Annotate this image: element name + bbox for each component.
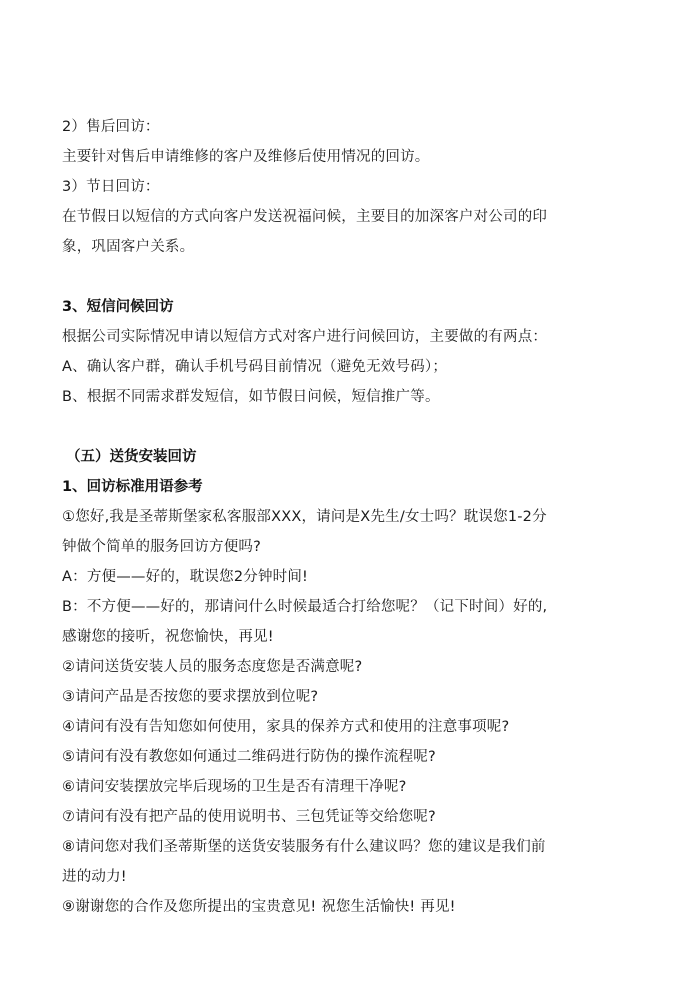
text-line: A：方便——好的，耽误您2分钟时间! xyxy=(62,569,309,585)
document-block-aftersales xyxy=(62,112,622,262)
text-line: ⑨谢谢您的合作及您所提出的宝贵意见! 祝您生活愉快! 再见! xyxy=(62,899,456,915)
text-line: ⑥请问安装摆放完毕后现场的卫生是否有清理干净呢? xyxy=(62,779,407,795)
text-line: ①您好,我是圣蒂斯堡家私客服部XXX，请问是X先生/女士吗？耽误您1-2分 xyxy=(62,509,547,525)
text-line: B：不方便——好的，那请问什么时候最适合打给您呢？（记下时间）好的, xyxy=(62,599,548,615)
text-line: 主要针对售后申请维修的客户及维修后使用情况的回访。 xyxy=(62,149,430,165)
text-line: 钟做个简单的服务回访方便吗? xyxy=(62,539,261,555)
text-line: ④请问有没有告知您如何使用，家具的保养方式和使用的注意事项呢? xyxy=(62,719,510,735)
text-line: 根据公司实际情况申请以短信方式对客户进行问候回访，主要做的有两点： xyxy=(62,329,548,345)
text-line: 在节假日以短信的方式向客户发送祝福问候，主要目的加深客户对公司的印 xyxy=(62,209,548,225)
text-line: ⑧请问您对我们圣蒂斯堡的送货安装服务有什么建议吗？您的建议是我们前 xyxy=(62,839,546,855)
text-line: 感谢您的接听，祝您愉快，再见! xyxy=(62,629,274,645)
text-line: A、确认客户群，确认手机号码目前情况（避免无效号码）； xyxy=(62,359,448,375)
text-line: 2）售后回访： xyxy=(62,119,160,135)
sub-heading: 1、回访标准用语参考 xyxy=(62,479,203,495)
text-line: ⑤请问有没有教您如何通过二维码进行防伪的操作流程呢? xyxy=(62,749,436,765)
block-spacer xyxy=(62,262,622,292)
text-line: ②请问送货安装人员的服务态度您是否满意呢? xyxy=(62,659,363,675)
section-heading: （五）送货安装回访 xyxy=(66,449,197,465)
text-line: B、根据不同需求群发短信，如节假日问候，短信推广等。 xyxy=(62,389,440,405)
document-block-delivery-install-callback xyxy=(62,442,622,922)
text-line: ⑦请问有没有把产品的使用说明书、三包凭证等交给您呢? xyxy=(62,809,436,825)
text-line: 象，巩固客户关系。 xyxy=(62,239,195,255)
text-line: 进的动力! xyxy=(62,869,127,885)
section-heading: 3、短信问候回访 xyxy=(62,299,174,315)
block-spacer xyxy=(62,412,622,442)
text-line: ③请问产品是否按您的要求摆放到位呢? xyxy=(62,689,319,705)
text-line: 3）节日回访： xyxy=(62,179,160,195)
document-block-sms-greeting xyxy=(62,292,622,412)
